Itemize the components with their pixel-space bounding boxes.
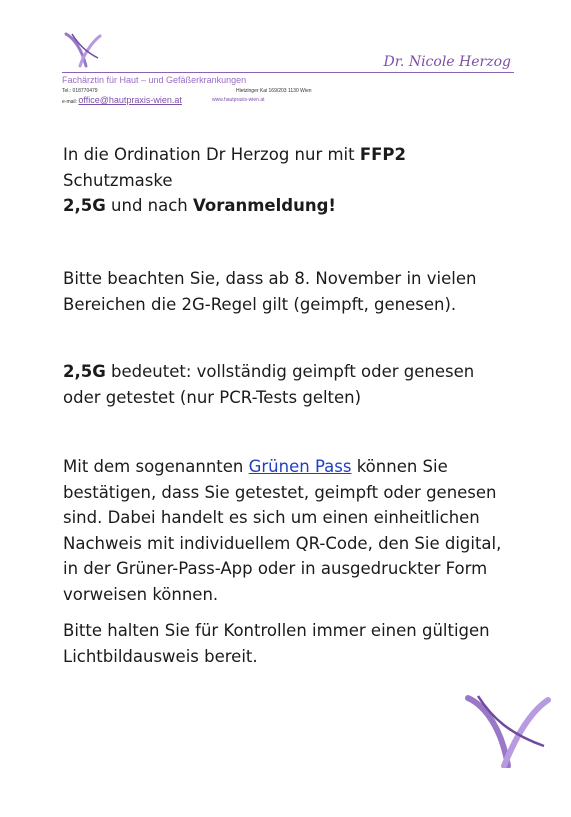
p1-voranmeldung: Voranmeldung! xyxy=(193,196,336,215)
email-label: e-mail: xyxy=(62,99,78,105)
p3-25g: 2,5G xyxy=(63,362,106,381)
p4-text-2: können Sie bestätigen, dass Sie getestet, geimpft oder genesen sind. Dabei handelt es sich um einen einheitlichen Nachweis mit individuellem QR-Code, den Sie digital, in der Grüner-Pass-App oder in ausgedruckter Form vorweisen können. xyxy=(63,457,502,604)
paragraph-25g xyxy=(63,359,513,410)
paragraph-2g: Bitte beachten Sie, dass ab 8. November in vielen Bereichen die 2G-Regel gilt (geimpft, genesen). xyxy=(63,269,477,314)
email-row xyxy=(62,95,182,105)
p4-text: Mit dem sogenannten xyxy=(63,457,249,476)
p1-text: In die Ordination Dr Herzog nur mit xyxy=(63,145,360,164)
doctor-name: Dr. Nicole Herzog xyxy=(383,54,511,70)
website-link[interactable]: www.hautpraxis-wien.at xyxy=(212,97,265,103)
p3-text: bedeutet: vollständig geimpft oder genesen oder getestet (nur PCR-Tests gelten) xyxy=(63,362,475,407)
specialty-text: Fachärztin für Haut – und Gefäßerkrankungen xyxy=(62,75,247,85)
phone-text: Tel.: 018770479 xyxy=(62,88,98,94)
p1-text-2: Schutzmaske xyxy=(63,170,173,190)
gruener-pass-link[interactable]: Grünen Pass xyxy=(248,457,352,476)
logo-bottom-icon xyxy=(464,694,552,768)
paragraph-intro xyxy=(63,142,513,219)
address-text: Hietzinger Kai 169/203 1130 Wien xyxy=(236,88,312,94)
logo-top-icon xyxy=(64,32,102,68)
p1-text-3: und nach xyxy=(105,196,194,215)
email-link[interactable]: office@hautpraxis-wien.at xyxy=(78,95,182,105)
header-divider xyxy=(62,72,514,73)
p1-ffp2: FFP2 xyxy=(359,145,406,164)
paragraph-ausweis: Bitte halten Sie für Kontrollen immer einen gültigen Lichtbildausweis bereit. xyxy=(63,621,490,666)
p1-25g: 2,5G xyxy=(63,196,106,215)
paragraph-gruener-pass xyxy=(63,454,513,607)
